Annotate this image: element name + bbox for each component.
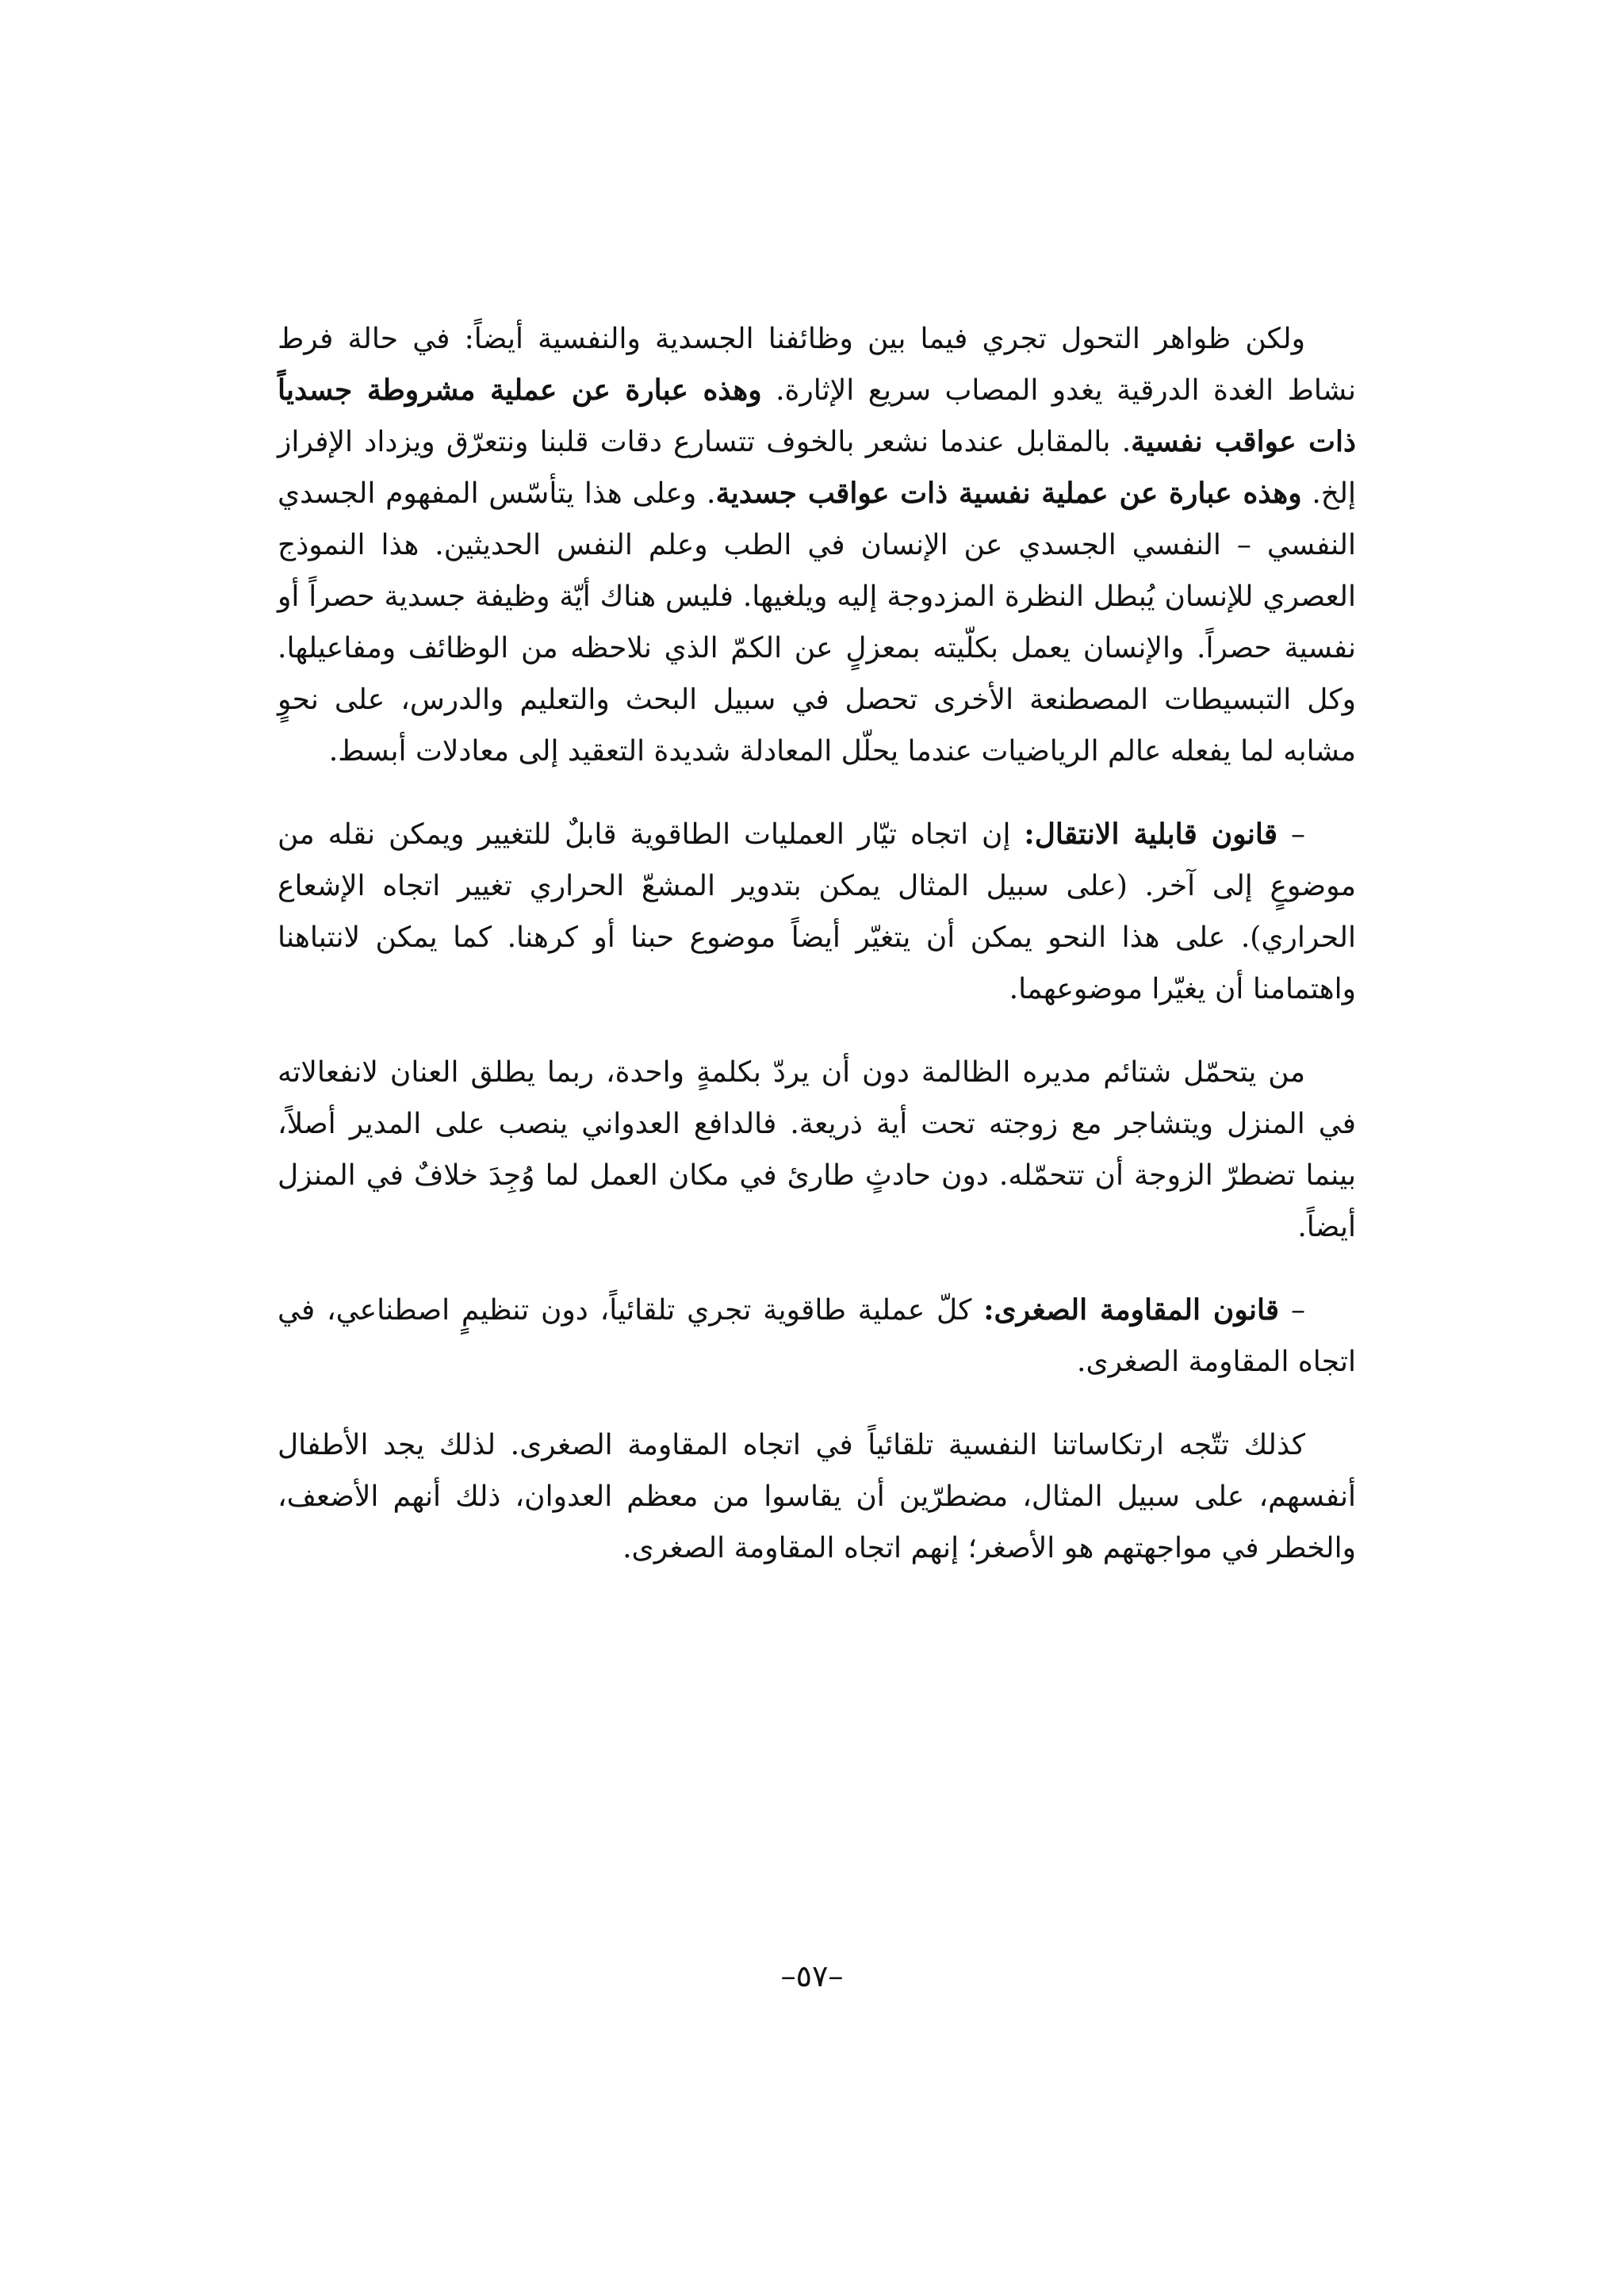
- paragraph-3-text: من يتحمّل شتائم مديره الظالمة دون أن يردّ بكلمةٍ واحدة، ربما يطلق العنان لانفعالاته في المنزل ويتشاجر مع زوجته تحت أية ذريعة. فالدافع العدواني ينصب على المدير أصلاً، بينما تضطرّ الزوجة أن تتحمّله. دون حادثٍ طارئ في مكان العمل لما وُجِدَ خلافٌ في المنزل أيضاً.: [278, 1056, 1356, 1243]
- paragraph-1-bold-phrase: وهذه عبارة عن عملية مشروطة جسدياً ذات عواقب نفسية: [278, 373, 1356, 458]
- paragraph-2: [278, 809, 1356, 1015]
- paragraph-1-text: ولكن ظواهر التحول تجري فيما بين وظائفنا الجسدية والنفسية أيضاً: في حالة فرط نشاط الغدة الدرقية يغدو المصاب سريع الإثارة.: [278, 323, 1357, 407]
- body-text: [278, 313, 1356, 1574]
- list-dash: –: [1279, 1294, 1305, 1327]
- page-number: –٥٧–: [780, 1959, 844, 1993]
- paragraph-1: [278, 313, 1356, 777]
- paragraph-3: [278, 1047, 1356, 1253]
- list-dash: –: [1277, 818, 1305, 851]
- paragraph-2-text: إن اتجاه تيّار العمليات الطاقوية قابلٌ للتغيير ويمكن نقله من موضوعٍ إلى آخر. (على سبيل المثال يمكن بتدوير المشعّ الحراري تغيير اتجاه الإشعاع الحراري). على هذا النحو يمكن أن يتغيّر أيضاً موضوع حبنا أو كرهنا. كما يمكن لانتباهنا واهتمامنا أن يغيّرا موضوعهما.: [278, 818, 1356, 1005]
- law-heading-least-resistance: قانون المقاومة الصغرى:: [983, 1293, 1280, 1327]
- paragraph-4-text: كلّ عملية طاقوية تجري تلقائياً، دون تنظيمٍ اصطناعي، في اتجاه المقاومة الصغرى.: [278, 1294, 1356, 1378]
- paragraph-5-text: كذلك تتّجه ارتكاساتنا النفسية تلقائياً في اتجاه المقاومة الصغرى. لذلك يجد الأطفال أنفسهم، على سبيل المثال، مضطرّين أن يقاسوا من معظم العدوان، ذلك أنهم الأضعف، والخطر في مواجهتهم هو الأصغر؛ إنهم اتجاه المقاومة الصغرى.: [278, 1429, 1356, 1564]
- paragraph-5: [278, 1419, 1356, 1574]
- law-heading-transferability: قانون قابلية الانتقال:: [1024, 818, 1278, 851]
- paragraph-1-text: . وعلى هذا يتأسّس المفهوم الجسدي النفسي – النفسي الجسدي عن الإنسان في الطب وعلم النفس الحديثين. هذا النموذج العصري للإنسان يُبطل النظرة المزدوجة إليه ويلغيها. فليس هناك أيّة وظيفة جسدية حصراً أو نفسية حصراً. والإنسان يعمل بكلّيته بمعزلٍ عن الكمّ الذي نلاحظه من الوظائف ومفاعيلها. وكل التبسيطات المصطنعة الأخرى تحصل في سبيل البحث والتعليم والدرس، على نحوٍ مشابه لما يفعله عالم الرياضيات عندما يحلّل المعادلة شديدة التعقيد إلى معادلات أبسط.: [278, 477, 1356, 768]
- paragraph-1-text: . بالمقابل عندما نشعر بالخوف تتسارع دقات قلبنا ونتعرّق ويزداد الإفراز إلخ.: [278, 426, 1356, 510]
- paragraph-4: [278, 1285, 1356, 1388]
- paragraph-1-bold-phrase: وهذه عبارة عن عملية نفسية ذات عواقب جسدية: [715, 477, 1302, 510]
